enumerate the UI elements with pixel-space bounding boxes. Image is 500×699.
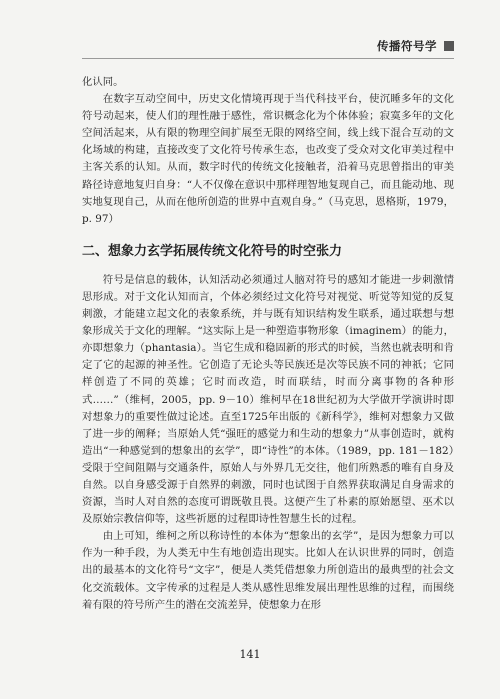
section-heading: 二、想象力玄学拓展传统文化符号的时空张力	[82, 243, 343, 259]
body-text	[82, 74, 454, 614]
header-title: 传播符号学	[377, 39, 437, 53]
page-number: 141	[239, 648, 261, 661]
paragraph: 在数字互动空间中，历史文化情境再现于当代科技平台，使沉睡多年的文化符号动起来，使人们的理性融于感性，常识概念化为个体体验；寂寞多年的文化空间活起来，从有限的物理空间扩展至无限的网络空间，线上线下混合互动的文化场域的构建，直接改变了文化符号传承生态，也改变了受众对文化审美过程中主客关系的认知。从而，数字时代的传统文化接触者，沿着马克思曾指出的审美路径诗意地复归自身：“人不仅像在意识中那样理智地复现自己，而且能动地、现实地复现自己，从而在他所创造的世界中直观自身。”（马克思，恩格斯，1979，p. 97）	[82, 93, 454, 225]
header-square-icon	[444, 41, 454, 51]
paragraph: 由上可知，维柯之所以称诗性的本体为“想象出的玄学”，是因为想象力可以作为一种手段，为人类无中生有地创造出现实。比如人在认识世界的同时，创造出的最基本的文化符号“文字”，便是人类凭借想象力所创造出的最典型的社会文化交流载体。文字传承的过程是人类从感性思维发展出理性思维的过程，而围绕着有限的符号所产生的潜在交流差异，使想象力在形	[82, 530, 454, 611]
paragraph-continuation: 化认同。	[82, 76, 124, 88]
header-rule	[82, 58, 454, 59]
running-header	[377, 38, 454, 54]
paragraph: 符号是信息的载体，认知活动必须通过人脑对符号的感知才能进一步刺激情思形成。对于文化认知而言，个体必须经过文化符号对视觉、听觉等知觉的反复刺激，才能建立起文化的表象系统，并与既有知识结构发生联系，通过联想与想象形成关于文化的理解。“这实际上是一种塑造事物形象（imaginem）的能力，亦即想象力（phantasia）。当它生成和稳固新的形式的时候，当然也就表明和肯定了它的起源的神圣性。它创造了无论头等民族还是次等民族不同的神祇；它同样创造了不同的英雄；它时而改造，时而联结，时而分离事物的各种形式……”（维柯，2005，pp. 9－10）维柯早在18世纪初为大学做开学演讲时即对想象力的重要性做过论述。直至1725年出版的《新科学》，维柯对想象力又做了进一步的阐释；当原始人凭“强旺的感觉力和生动的想象力”从事创造时，就构造出“一种感觉到的想象出的玄学”，即“诗性”的本体。（1989，pp. 181－182）受限于空间阻隔与交通条件，原始人与外界几无交往，他们所熟悉的唯有自身及自然。以自身感受源于自然界的刺激，同时也试图于自然界获取满足自身需求的资源，当时人对自然的态度可谓既敬且畏。这便产生了朴素的原始愿望、巫术以及原始宗教信仰等，这些祈愿的过程即诗性智慧生长的过程。	[82, 273, 454, 526]
